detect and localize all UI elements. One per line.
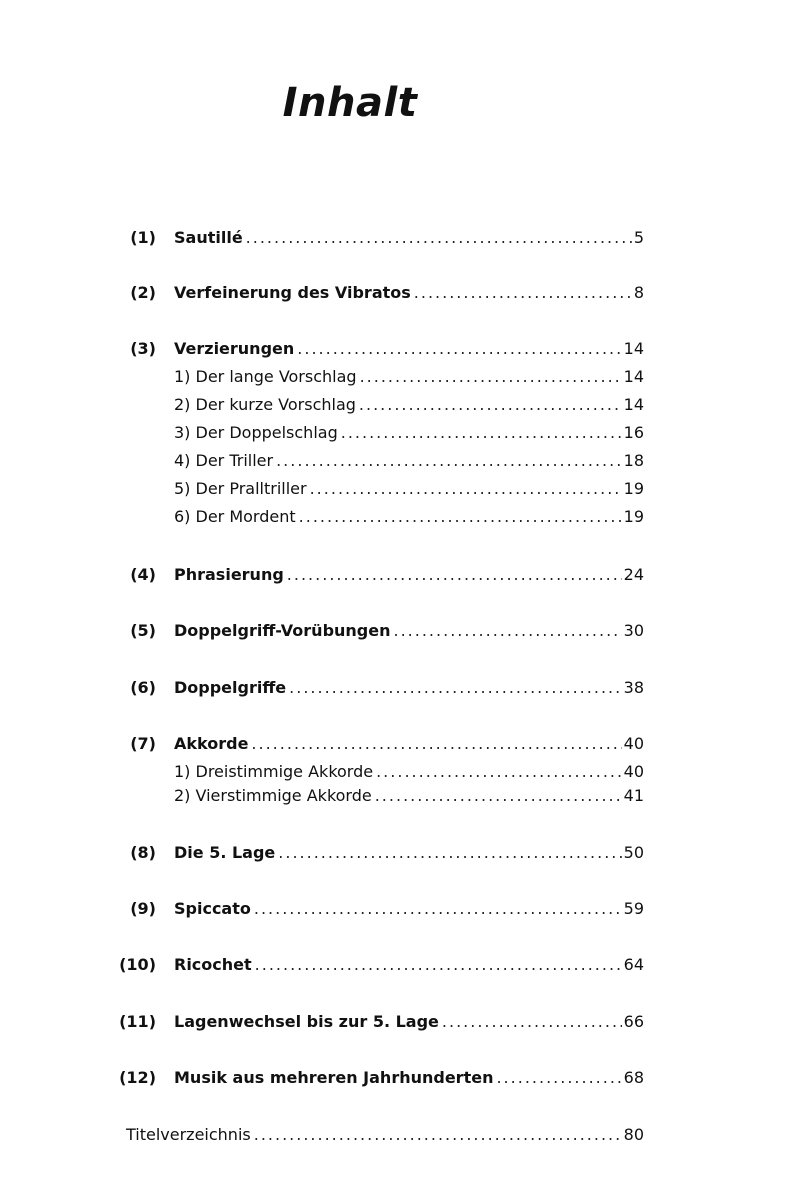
- toc-entry-link[interactable]: [174, 897, 644, 921]
- chapter-title: Ricochet: [174, 955, 252, 974]
- dot-leader: [251, 732, 621, 756]
- chapter-number: (1): [130, 228, 156, 247]
- dot-leader: [341, 421, 622, 445]
- dot-leader: [442, 1010, 622, 1034]
- toc-entry: [0, 619, 786, 643]
- dot-leader: [376, 760, 622, 784]
- subsection-title: 2) Vierstimmige Akkorde: [174, 786, 372, 805]
- page-title: Inhalt: [282, 80, 418, 126]
- toc-entry-link[interactable]: [174, 953, 644, 977]
- page-number: 14: [623, 367, 644, 386]
- page-number: 16: [623, 423, 644, 442]
- toc-subentry-link[interactable]: [174, 760, 644, 784]
- dot-leader: [414, 281, 632, 305]
- dot-leader: [360, 365, 622, 389]
- toc-entry-link[interactable]: [174, 1066, 644, 1090]
- page-number: 80: [623, 1125, 644, 1144]
- page-number: 19: [623, 479, 644, 498]
- dot-leader: [254, 897, 622, 921]
- dot-leader: [254, 1123, 622, 1147]
- toc-entry-link[interactable]: [174, 619, 644, 643]
- subsection-title: 3) Der Doppelschlag: [174, 423, 338, 442]
- toc-entry-link[interactable]: [174, 337, 644, 361]
- chapter-number: (11): [119, 1012, 156, 1031]
- chapter-number: (10): [119, 955, 156, 974]
- page-number: 19: [623, 507, 644, 526]
- page-number: 14: [623, 339, 644, 358]
- toc-subentry: [0, 784, 786, 808]
- chapter-number: (5): [130, 621, 156, 640]
- chapter-number: (12): [119, 1068, 156, 1087]
- chapter-number: (4): [130, 565, 156, 584]
- toc-entry: [0, 897, 786, 921]
- chapter-number: (2): [130, 283, 156, 302]
- toc-subentry-link[interactable]: [174, 421, 644, 445]
- toc-subentry: [0, 477, 786, 501]
- chapter-title: Spiccato: [174, 899, 251, 918]
- toc-entry-link[interactable]: [174, 676, 644, 700]
- toc-entry: [0, 337, 786, 361]
- toc-subentry-link[interactable]: [174, 449, 644, 473]
- chapter-title: Sautillé: [174, 228, 243, 247]
- chapter-title: Akkorde: [174, 734, 249, 753]
- chapter-title: Verzierungen: [174, 339, 295, 358]
- chapter-number: (9): [130, 899, 156, 918]
- chapter-number: (7): [130, 734, 156, 753]
- dot-leader: [375, 784, 622, 808]
- page-number: 64: [623, 955, 644, 974]
- subsection-title: 1) Der lange Vorschlag: [174, 367, 357, 386]
- page-number: 66: [623, 1012, 644, 1031]
- toc-subentry: [0, 760, 786, 784]
- chapter-title: Lagenwechsel bis zur 5. Lage: [174, 1012, 439, 1031]
- chapter-title: Die 5. Lage: [174, 843, 276, 862]
- toc-subentry: [0, 393, 786, 417]
- chapter-title: Doppelgriffe: [174, 678, 287, 697]
- appendix-title: Titelverzeichnis: [126, 1125, 251, 1144]
- toc-subentry: [0, 449, 786, 473]
- chapter-number: (6): [130, 678, 156, 697]
- chapter-title: Verfeinerung des Vibratos: [174, 283, 411, 302]
- dot-leader: [297, 337, 621, 361]
- dot-leader: [255, 953, 622, 977]
- page-number: 38: [623, 678, 644, 697]
- dot-leader: [246, 226, 632, 250]
- toc-entry: [0, 841, 786, 865]
- page-number: 40: [623, 734, 644, 753]
- page-number: 8: [633, 283, 644, 302]
- toc-subentry-link[interactable]: [174, 365, 644, 389]
- page-number: 5: [633, 228, 644, 247]
- dot-leader: [359, 393, 622, 417]
- toc-entry: [0, 1010, 786, 1034]
- dot-leader: [289, 676, 621, 700]
- page-number: 14: [623, 395, 644, 414]
- toc-entry-link[interactable]: [174, 563, 644, 587]
- dot-leader: [394, 619, 622, 643]
- chapter-number: (8): [130, 843, 156, 862]
- chapter-title: Musik aus mehreren Jahrhunderten: [174, 1068, 494, 1087]
- toc-entry: [0, 281, 786, 305]
- toc-subentry-link[interactable]: [174, 505, 644, 529]
- toc-subentry-link[interactable]: [174, 784, 644, 808]
- subsection-title: 2) Der kurze Vorschlag: [174, 395, 356, 414]
- toc-entry: [0, 676, 786, 700]
- toc-subentry: [0, 421, 786, 445]
- dot-leader: [276, 449, 622, 473]
- toc-entry: [0, 732, 786, 756]
- toc-entry-link[interactable]: [174, 1010, 644, 1034]
- page-number: 30: [623, 621, 644, 640]
- toc-entry-link[interactable]: [174, 281, 644, 305]
- toc-subentry-link[interactable]: [174, 477, 644, 501]
- toc-appendix: [0, 1123, 786, 1147]
- subsection-title: 4) Der Triller: [174, 451, 274, 470]
- dot-leader: [278, 841, 621, 865]
- toc-entry: [0, 226, 786, 250]
- page-number: 50: [623, 843, 644, 862]
- toc-appendix-link[interactable]: [126, 1123, 644, 1147]
- toc-entry: [0, 1066, 786, 1090]
- chapter-title: Doppelgriff-Vorübungen: [174, 621, 391, 640]
- toc-entry: [0, 953, 786, 977]
- toc-entry-link[interactable]: [174, 841, 644, 865]
- toc-subentry-link[interactable]: [174, 393, 644, 417]
- page-number: 24: [623, 565, 644, 584]
- toc-entry: [0, 563, 786, 587]
- subsection-title: 5) Der Pralltriller: [174, 479, 307, 498]
- toc-entry-link[interactable]: [174, 226, 644, 250]
- page-number: 68: [623, 1068, 644, 1087]
- toc-entry-link[interactable]: [174, 732, 644, 756]
- page-number: 41: [623, 786, 644, 805]
- page-number: 18: [623, 451, 644, 470]
- page-number: 40: [623, 762, 644, 781]
- subsection-title: 1) Dreistimmige Akkorde: [174, 762, 374, 781]
- toc-subentry: [0, 505, 786, 529]
- dot-leader: [496, 1066, 621, 1090]
- dot-leader: [299, 505, 622, 529]
- dot-leader: [287, 563, 622, 587]
- chapter-number: (3): [130, 339, 156, 358]
- chapter-title: Phrasierung: [174, 565, 284, 584]
- dot-leader: [310, 477, 622, 501]
- page-number: 59: [623, 899, 644, 918]
- toc-subentry: [0, 365, 786, 389]
- subsection-title: 6) Der Mordent: [174, 507, 296, 526]
